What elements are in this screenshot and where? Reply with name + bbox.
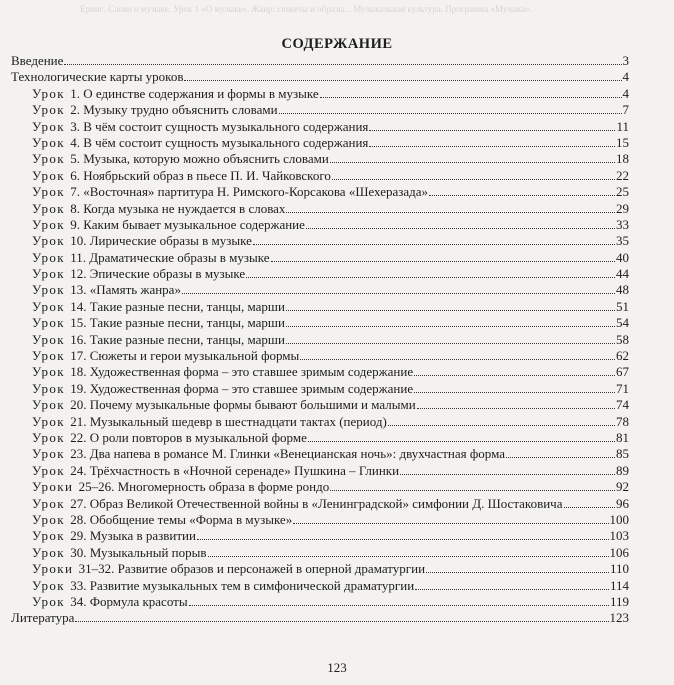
dot-leader bbox=[330, 162, 615, 163]
dot-leader bbox=[414, 375, 615, 376]
toc-entry-label bbox=[32, 86, 319, 102]
toc-entry-label bbox=[32, 102, 278, 118]
toc-entry-label bbox=[32, 201, 285, 217]
dot-leader bbox=[253, 244, 615, 245]
toc-entry[interactable] bbox=[11, 463, 629, 479]
toc-entry-label bbox=[32, 446, 505, 462]
toc-entry-title: 2. Музыку трудно объяснить словами bbox=[70, 102, 278, 118]
toc-entry-page: 81 bbox=[616, 429, 629, 445]
toc-entry-page: 4 bbox=[622, 69, 629, 85]
dot-leader bbox=[320, 97, 622, 98]
toc-entry-keyword: Урок bbox=[32, 413, 65, 429]
toc-entry-keyword: Урок bbox=[32, 577, 65, 593]
toc-entry[interactable] bbox=[11, 430, 629, 446]
toc-entry-title: 30. Музыкальный порыв bbox=[70, 544, 207, 560]
toc-entry-page: 4 bbox=[622, 85, 629, 101]
toc-entry-page: 25 bbox=[616, 184, 629, 200]
toc-entry[interactable] bbox=[11, 479, 629, 495]
toc-entry-keyword: Урок bbox=[32, 528, 65, 544]
toc-entry[interactable] bbox=[11, 250, 629, 266]
toc-entry[interactable] bbox=[11, 381, 629, 397]
toc-entry-label bbox=[32, 168, 331, 184]
toc-entry-page: 22 bbox=[616, 167, 629, 183]
toc-entry[interactable] bbox=[11, 151, 629, 167]
toc-entry-keyword: Урок bbox=[32, 85, 65, 101]
dot-leader bbox=[189, 605, 609, 606]
toc-entry-title: 29. Музыка в развитии bbox=[70, 528, 196, 544]
toc-entry-page: 3 bbox=[622, 53, 629, 68]
toc-entry-page: 110 bbox=[609, 561, 629, 577]
toc-entry-page: 89 bbox=[616, 462, 629, 478]
toc-entry-label bbox=[32, 430, 307, 446]
dot-leader bbox=[64, 64, 621, 65]
toc-entry-title: 28. Обобщение темы «Форма в музыке» bbox=[70, 511, 293, 527]
toc-entry-title: 34. Формула красоты bbox=[70, 593, 188, 609]
toc-entry-keyword: Урок bbox=[32, 429, 65, 445]
toc-entry[interactable] bbox=[11, 528, 629, 544]
toc-entry-keyword: Урок bbox=[32, 544, 65, 560]
toc-entry-title: 6. Ноябрьский образ в пьесе П. И. Чайковского bbox=[70, 167, 331, 183]
toc-entry-label bbox=[32, 217, 305, 233]
toc-entry-keyword: Урок bbox=[32, 282, 65, 298]
toc-entry[interactable] bbox=[11, 315, 629, 331]
toc-entry[interactable] bbox=[11, 348, 629, 364]
toc-entry-page: 92 bbox=[616, 479, 629, 495]
toc-entry-label bbox=[32, 397, 416, 413]
toc-entry-title: 7. «Восточная» партитура Н. Римского-Корсакова «Шехеразада» bbox=[70, 184, 429, 200]
toc-entry-label bbox=[32, 528, 196, 544]
dot-leader bbox=[388, 425, 615, 426]
toc-entry[interactable] bbox=[11, 512, 629, 528]
toc-entry[interactable] bbox=[11, 86, 629, 102]
toc-entry[interactable] bbox=[11, 184, 629, 200]
toc-entry-title: 18. Художественная форма – это ставшее зримым содержание bbox=[70, 364, 414, 380]
toc-entry-label bbox=[32, 184, 428, 200]
toc-entry-title: 4. В чём состоит сущность музыкального содержания bbox=[70, 134, 369, 150]
dot-leader bbox=[197, 539, 609, 540]
toc-entry-keyword: Урок bbox=[32, 151, 65, 167]
toc-entry-label bbox=[32, 512, 292, 528]
toc-entry-title: 20. Почему музыкальные формы бывают большими и малыми bbox=[70, 397, 416, 413]
toc-entry-label bbox=[32, 364, 413, 380]
toc-entry[interactable] bbox=[11, 610, 629, 626]
toc-entry-page: 71 bbox=[616, 380, 629, 396]
toc-entry-keyword: Урок bbox=[32, 134, 65, 150]
toc-entry-page: 11 bbox=[616, 118, 629, 134]
toc-entry-title: 27. Образ Великой Отечественной войны в «Ленинградской» симфонии Д. Шостаковича bbox=[70, 495, 563, 511]
toc-entry[interactable] bbox=[11, 102, 629, 118]
toc-entry-label bbox=[11, 69, 183, 85]
dot-leader bbox=[184, 80, 621, 81]
toc-entry-page: 18 bbox=[616, 151, 629, 167]
toc-entry-label bbox=[32, 299, 285, 315]
toc-entry-keyword: Урок bbox=[32, 200, 65, 216]
toc-entry-label bbox=[11, 53, 63, 69]
toc-entry-label bbox=[32, 266, 245, 282]
toc-entry-title: 22. О роли повторов в музыкальной форме bbox=[70, 429, 307, 445]
dot-leader bbox=[286, 310, 615, 311]
toc-entry-label bbox=[32, 479, 329, 495]
dot-leader bbox=[506, 457, 615, 458]
toc-entry-title: 8. Когда музыка не нуждается в словах bbox=[70, 200, 286, 216]
toc-entry-keyword: Урок bbox=[32, 462, 65, 478]
toc-entry-label bbox=[32, 332, 285, 348]
dot-leader bbox=[369, 146, 615, 147]
dot-leader bbox=[414, 392, 615, 393]
toc-entry[interactable] bbox=[11, 397, 629, 413]
toc-entry-keyword: Уроки bbox=[32, 561, 74, 577]
toc-entry-keyword: Урок bbox=[32, 315, 65, 331]
dot-leader bbox=[271, 261, 615, 262]
toc-entry-title: 24. Трёхчастность в «Ночной серенаде» Пушкина – Глинки bbox=[70, 462, 400, 478]
toc-entry-title: 16. Такие разные песни, танцы, марши bbox=[70, 331, 285, 347]
toc-entry-keyword: Урок bbox=[32, 364, 65, 380]
toc-entry-label bbox=[32, 496, 563, 512]
toc-entry-label bbox=[32, 233, 252, 249]
toc-entry-page: 67 bbox=[616, 364, 629, 380]
dot-leader bbox=[75, 621, 608, 622]
dot-leader bbox=[330, 490, 615, 491]
toc-entry-page: 123 bbox=[609, 610, 629, 626]
toc-entry-keyword: Урок bbox=[32, 511, 65, 527]
toc-entry-page: 15 bbox=[616, 134, 629, 150]
toc-entry-page: 35 bbox=[616, 233, 629, 249]
dot-leader bbox=[293, 523, 608, 524]
toc-entry-label bbox=[32, 282, 181, 298]
toc-entry[interactable] bbox=[11, 496, 629, 512]
toc-entry-label bbox=[32, 414, 387, 430]
toc-entry-label bbox=[32, 348, 299, 364]
toc-entry-label bbox=[32, 561, 425, 577]
toc-entry-keyword: Урок bbox=[32, 184, 65, 200]
toc-entry[interactable] bbox=[11, 414, 629, 430]
toc-entry-keyword: Урок bbox=[32, 331, 65, 347]
toc-entry-page: 85 bbox=[616, 446, 629, 462]
toc-entry-label bbox=[32, 315, 285, 331]
toc-entry-page: 7 bbox=[622, 102, 629, 118]
toc-entry-label bbox=[32, 578, 414, 594]
toc-entry[interactable] bbox=[11, 135, 629, 151]
toc-entry-title: 31–32. Развитие образов и персонажей в оперной драматургии bbox=[78, 561, 426, 577]
toc-entry[interactable] bbox=[11, 233, 629, 249]
dot-leader bbox=[564, 507, 616, 508]
toc-entry-label bbox=[32, 545, 207, 561]
toc-entry[interactable] bbox=[11, 578, 629, 594]
toc-entry-keyword: Урок bbox=[32, 249, 65, 265]
toc-entry-title: 23. Два напева в романсе М. Глинки «Венецианская ночь»: двухчастная форма bbox=[70, 446, 505, 462]
toc-entry-label bbox=[32, 119, 368, 135]
toc-entry-keyword: Урок bbox=[32, 233, 65, 249]
toc-entry[interactable] bbox=[11, 446, 629, 462]
toc-entry-keyword: Урок bbox=[32, 380, 65, 396]
toc-entry-title: 1. О единстве содержания и формы в музыке bbox=[70, 85, 319, 101]
dot-leader bbox=[308, 441, 615, 442]
toc-entry-keyword: Урок bbox=[32, 446, 65, 462]
toc-entry[interactable] bbox=[11, 561, 629, 577]
toc-entry-title: Введение bbox=[11, 53, 64, 68]
toc-entry-title: Литература bbox=[11, 610, 75, 626]
toc-entry-page: 103 bbox=[609, 528, 629, 544]
dot-leader bbox=[246, 277, 615, 278]
toc-entry-page: 54 bbox=[616, 315, 629, 331]
toc-entry-page: 100 bbox=[609, 511, 629, 527]
toc-entry[interactable] bbox=[11, 53, 629, 69]
toc-entry-page: 96 bbox=[616, 495, 629, 511]
toc-entry[interactable] bbox=[11, 545, 629, 561]
toc-entry-page: 78 bbox=[616, 413, 629, 429]
dot-leader bbox=[400, 474, 615, 475]
toc-entry-label bbox=[32, 381, 413, 397]
toc-entry-keyword: Урок bbox=[32, 298, 65, 314]
toc-entry-keyword: Уроки bbox=[32, 479, 74, 495]
toc-entry-label bbox=[32, 594, 188, 610]
toc-entry-title: 10. Лирические образы в музыке bbox=[70, 233, 252, 249]
toc-entry-title: 5. Музыка, которую можно объяснить словами bbox=[70, 151, 329, 167]
toc-entry-keyword: Урок bbox=[32, 266, 65, 282]
toc-entry-keyword: Урок bbox=[32, 118, 65, 134]
toc-entry[interactable] bbox=[11, 299, 629, 315]
table-of-contents bbox=[11, 53, 629, 627]
toc-entry-keyword: Урок bbox=[32, 397, 65, 413]
toc-entry-page: 29 bbox=[616, 200, 629, 216]
toc-entry-page: 44 bbox=[616, 266, 629, 282]
toc-entry-page: 114 bbox=[609, 577, 629, 593]
dot-leader bbox=[182, 293, 615, 294]
toc-entry-title: 15. Такие разные песни, танцы, марши bbox=[70, 315, 285, 331]
toc-entry-keyword: Урок bbox=[32, 102, 65, 118]
toc-entry[interactable] bbox=[11, 119, 629, 135]
dot-leader bbox=[417, 408, 615, 409]
dot-leader bbox=[429, 195, 615, 196]
toc-entry-page: 119 bbox=[609, 593, 629, 609]
toc-entry[interactable] bbox=[11, 201, 629, 217]
toc-entry-page: 51 bbox=[616, 298, 629, 314]
dot-leader bbox=[426, 572, 609, 573]
toc-entry-title: 9. Каким бывает музыкальное содержание bbox=[70, 216, 305, 232]
toc-entry-keyword: Урок bbox=[32, 167, 65, 183]
dot-leader bbox=[286, 212, 615, 213]
toc-entry-keyword: Урок bbox=[32, 495, 65, 511]
toc-entry-page: 40 bbox=[616, 249, 629, 265]
toc-entry[interactable] bbox=[11, 266, 629, 282]
toc-entry-title: 13. «Память жанра» bbox=[70, 282, 181, 298]
toc-entry-page: 58 bbox=[616, 331, 629, 347]
toc-entry[interactable] bbox=[11, 282, 629, 298]
toc-entry-label bbox=[32, 250, 270, 266]
toc-entry-label bbox=[32, 151, 329, 167]
toc-entry-page: 33 bbox=[616, 216, 629, 232]
toc-entry-title: 17. Сюжеты и герои музыкальной формы bbox=[70, 348, 300, 364]
toc-entry[interactable] bbox=[11, 217, 629, 233]
dot-leader bbox=[279, 113, 622, 114]
toc-entry-title: 14. Такие разные песни, танцы, марши bbox=[70, 298, 285, 314]
toc-entry[interactable] bbox=[11, 594, 629, 610]
toc-entry-page: 106 bbox=[609, 544, 629, 560]
toc-entry-page: 48 bbox=[616, 282, 629, 298]
toc-entry-label bbox=[32, 463, 399, 479]
toc-entry-title: Технологические карты уроков bbox=[11, 69, 184, 85]
dot-leader bbox=[332, 179, 615, 180]
dot-leader bbox=[286, 326, 615, 327]
toc-entry-title: 19. Художественная форма – это ставшее зримым содержание bbox=[70, 380, 414, 396]
toc-entry[interactable] bbox=[11, 332, 629, 348]
toc-entry-keyword: Урок bbox=[32, 216, 65, 232]
toc-entry-title: 33. Развитие музыкальных тем в симфонической драматургии bbox=[70, 577, 415, 593]
toc-entry-label bbox=[32, 135, 368, 151]
toc-entry[interactable] bbox=[11, 69, 629, 85]
toc-entry[interactable] bbox=[11, 168, 629, 184]
toc-entry-title: 21. Музыкальный шедевр в шестнадцати тактах (период) bbox=[70, 413, 387, 429]
page-number: 123 bbox=[327, 660, 347, 675]
toc-entry-keyword: Урок bbox=[32, 348, 65, 364]
dot-leader bbox=[306, 228, 615, 229]
dot-leader bbox=[286, 343, 615, 344]
dot-leader bbox=[208, 556, 609, 557]
toc-entry-label bbox=[11, 610, 74, 626]
toc-entry[interactable] bbox=[11, 364, 629, 380]
dot-leader bbox=[369, 130, 615, 131]
toc-entry-page: 74 bbox=[616, 397, 629, 413]
bleed-through-text: Ернис. Слово о музыке. Урок 1 «О музыке». Жанр: сюжеты и образы... Музыкальная культура. Программа «Музыка». bbox=[80, 4, 532, 14]
toc-entry-title: 12. Эпические образы в музыке bbox=[70, 266, 246, 282]
toc-entry-title: 3. В чём состоит сущность музыкального содержания bbox=[70, 118, 369, 134]
dot-leader bbox=[415, 589, 609, 590]
toc-entry-title: 11. Драматические образы в музыке bbox=[70, 249, 270, 265]
dot-leader bbox=[300, 359, 615, 360]
toc-entry-page: 62 bbox=[616, 348, 629, 364]
page-title: СОДЕРЖАНИЕ bbox=[281, 36, 393, 52]
toc-entry-title: 25–26. Многомерность образа в форме рондо bbox=[78, 479, 330, 495]
toc-entry-keyword: Урок bbox=[32, 593, 65, 609]
